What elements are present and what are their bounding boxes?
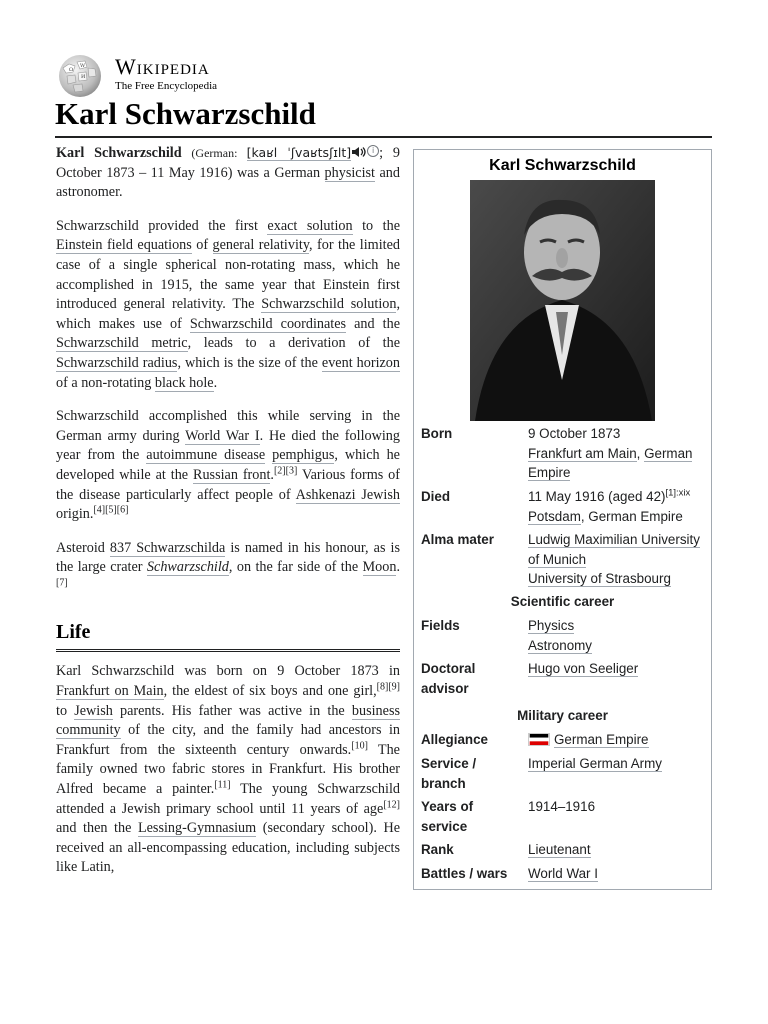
link-german-empire[interactable]: German Empire <box>528 445 693 481</box>
link-astronomy[interactable]: Astronomy <box>528 637 592 653</box>
section-divider <box>56 649 400 652</box>
link-general-relativity[interactable]: general relativity <box>212 237 310 254</box>
link-lmu-munich[interactable]: Ludwig Maximilian University of Munich <box>528 532 700 567</box>
link-lieutenant[interactable]: Lieutenant <box>528 842 591 857</box>
link-schwarzschild-solution[interactable]: Schwarzschild solution <box>261 296 397 313</box>
svg-text:W: W <box>80 63 86 69</box>
wikipedia-tagline: The Free Encyclopedia <box>115 80 218 92</box>
citation[interactable]: [2][3] <box>273 465 298 477</box>
german-empire-flag-icon <box>528 733 550 746</box>
citation[interactable]: [8][9] <box>376 681 400 693</box>
speaker-icon[interactable] <box>351 146 367 158</box>
link-moon[interactable]: Moon <box>362 559 397 576</box>
link-autoimmune-disease[interactable]: autoimmune disease <box>146 447 266 464</box>
svg-text:Ω: Ω <box>69 67 74 73</box>
link-business-community[interactable]: business community <box>56 702 400 739</box>
portrait-image[interactable] <box>470 180 655 421</box>
link-lessing-gymnasium[interactable]: Lessing-Gymnasium <box>137 820 257 837</box>
wikipedia-wordmark: Wikipedia <box>115 54 210 79</box>
link-schwarzschild-coordinates[interactable]: Schwarzschild coordinates <box>189 315 347 332</box>
citation[interactable]: [4][5][6] <box>93 504 129 516</box>
link-potsdam[interactable]: Potsdam <box>528 508 581 524</box>
wikipedia-logo[interactable] <box>55 52 235 98</box>
article-body <box>56 143 400 892</box>
link-battles-world-war-i[interactable]: World War I <box>528 866 598 881</box>
link-asteroid[interactable]: 837 Schwarzschilda <box>109 539 226 556</box>
paragraph-asteroid: Asteroid 837 Schwarzschilda is named in his honour, as is the large crater Schwarzschild, on the far side of the Moon.[7] <box>56 539 400 589</box>
page-title: Karl Schwarzschild <box>55 96 316 131</box>
link-hugo-von-seeliger[interactable]: Hugo von Seeliger <box>528 661 639 676</box>
citation[interactable]: [11] <box>214 779 231 791</box>
paragraph-solution: Schwarzschild provided the first exact solution to the Einstein field equations of general relativity, for the limited case of a single spherical non-rotating mass, which he accomplished in 1915, the same year that Einstein first introduced general relativity. The Schwarzschild solution, which makes use of Schwarzschild coordinates and the Schwarzschild metric, leads to a derivation of the Schwarzschild radius, which is the size of the event horizon of a non-rotating black hole. <box>56 217 400 391</box>
link-exact-solution[interactable]: exact solution <box>267 217 353 234</box>
infobox-header-scientific: Scientific career <box>510 594 615 609</box>
link-ashkenazi-jewish[interactable]: Ashkenazi Jewish <box>295 486 400 503</box>
svg-text:И: И <box>81 74 86 80</box>
citation[interactable]: [12] <box>383 798 400 810</box>
title-divider <box>55 136 712 138</box>
link-physics[interactable]: Physics <box>528 618 575 633</box>
link-russian-front[interactable]: Russian front <box>193 466 271 483</box>
infobox-header-military: Military career <box>517 708 608 723</box>
link-jewish[interactable]: Jewish <box>74 702 113 719</box>
link-imperial-german-army[interactable]: Imperial German Army <box>528 756 662 771</box>
citation[interactable]: [7] <box>56 577 68 589</box>
link-schwarzschild-radius[interactable]: Schwarzschild radius <box>56 354 178 371</box>
link-frankfurt-am-main[interactable]: Frankfurt am Main <box>528 445 637 461</box>
subject-name: Karl Schwarzschild <box>56 145 182 161</box>
intro-paragraph: Karl Schwarzschild (German: [kaʁl ˈʃvaʁtsʃɪlt] i ; 9 October 1873 – 11 May 1916) was a German physicist and astronomer. <box>56 145 400 201</box>
link-einstein-field-equations[interactable]: Einstein field equations <box>56 237 192 254</box>
link-allegiance-german-empire[interactable]: German Empire <box>554 732 649 747</box>
link-event-horizon[interactable]: event horizon <box>321 354 400 371</box>
infobox: Karl Schwarzschild Born 9 October 1873 Frankfurt am Main, German Empire Died 11 May 1916 (aged 42)$^{[1]:xix}$ Potsdam, German Empire Alma mater Ludwig Maximilian University of Munich University of Strasbourg Scientific career Fields Physics Astronomy Doctoral advisor Hugo von Seeliger Military career Allegiance German Empire Service / branch Imperial German Army Years of service 1914–1916 Rank Lieutenant Battles / wars World War I <box>413 149 712 890</box>
link-world-war-i[interactable]: World War I <box>185 427 260 444</box>
link-physicist[interactable]: physicist <box>324 164 375 181</box>
link-black-hole[interactable]: black hole <box>154 374 214 391</box>
portrait-photo <box>470 180 655 421</box>
info-icon[interactable]: i <box>367 145 379 157</box>
paragraph-life: Karl Schwarzschild was born on 9 October 1873 in Frankfurt on Main, the eldest of six boys and one girl,[8][9] to Jewish parents. His father was active in the business community of the city, and the family had ancestors in Frankfurt from the sixteenth century onwards.[10] The family owned two fabric stores in Frankfurt. His brother Alfred became a painter.[11] The young Schwarzschild attended a Jewish primary school until 11 years of age[12] and then the Lessing-Gymnasium (secondary school). He received an all-encompassing education, including subjects like Latin, <box>56 663 400 876</box>
paragraph-army: Schwarzschild accomplished this while serving in the German army during World War I. He died the following year from the autoimmune disease pemphigus, which he developed while at the Russian front.[2][3] Various forms of the disease particularly affect people of Ashkenazi Jewish origin.[4][5][6] <box>56 408 400 523</box>
link-schwarzschild-metric[interactable]: Schwarzschild metric <box>56 335 188 352</box>
link-pemphigus[interactable]: pemphigus <box>272 447 335 464</box>
ipa-link[interactable]: [kaʁl ˈʃvaʁtsʃɪlt] <box>246 145 352 160</box>
link-crater[interactable]: Schwarzschild <box>146 559 229 576</box>
citation[interactable]: [1]:xix <box>665 487 691 499</box>
link-frankfurt-on-main[interactable]: Frankfurt on Main <box>56 683 164 700</box>
link-university-strasbourg[interactable]: University of Strasbourg <box>528 571 671 587</box>
section-heading-life: Life <box>56 621 91 644</box>
wikipedia-globe-icon <box>55 54 105 98</box>
infobox-title: Karl Schwarzschild <box>489 157 636 174</box>
citation[interactable]: [10] <box>351 740 368 752</box>
